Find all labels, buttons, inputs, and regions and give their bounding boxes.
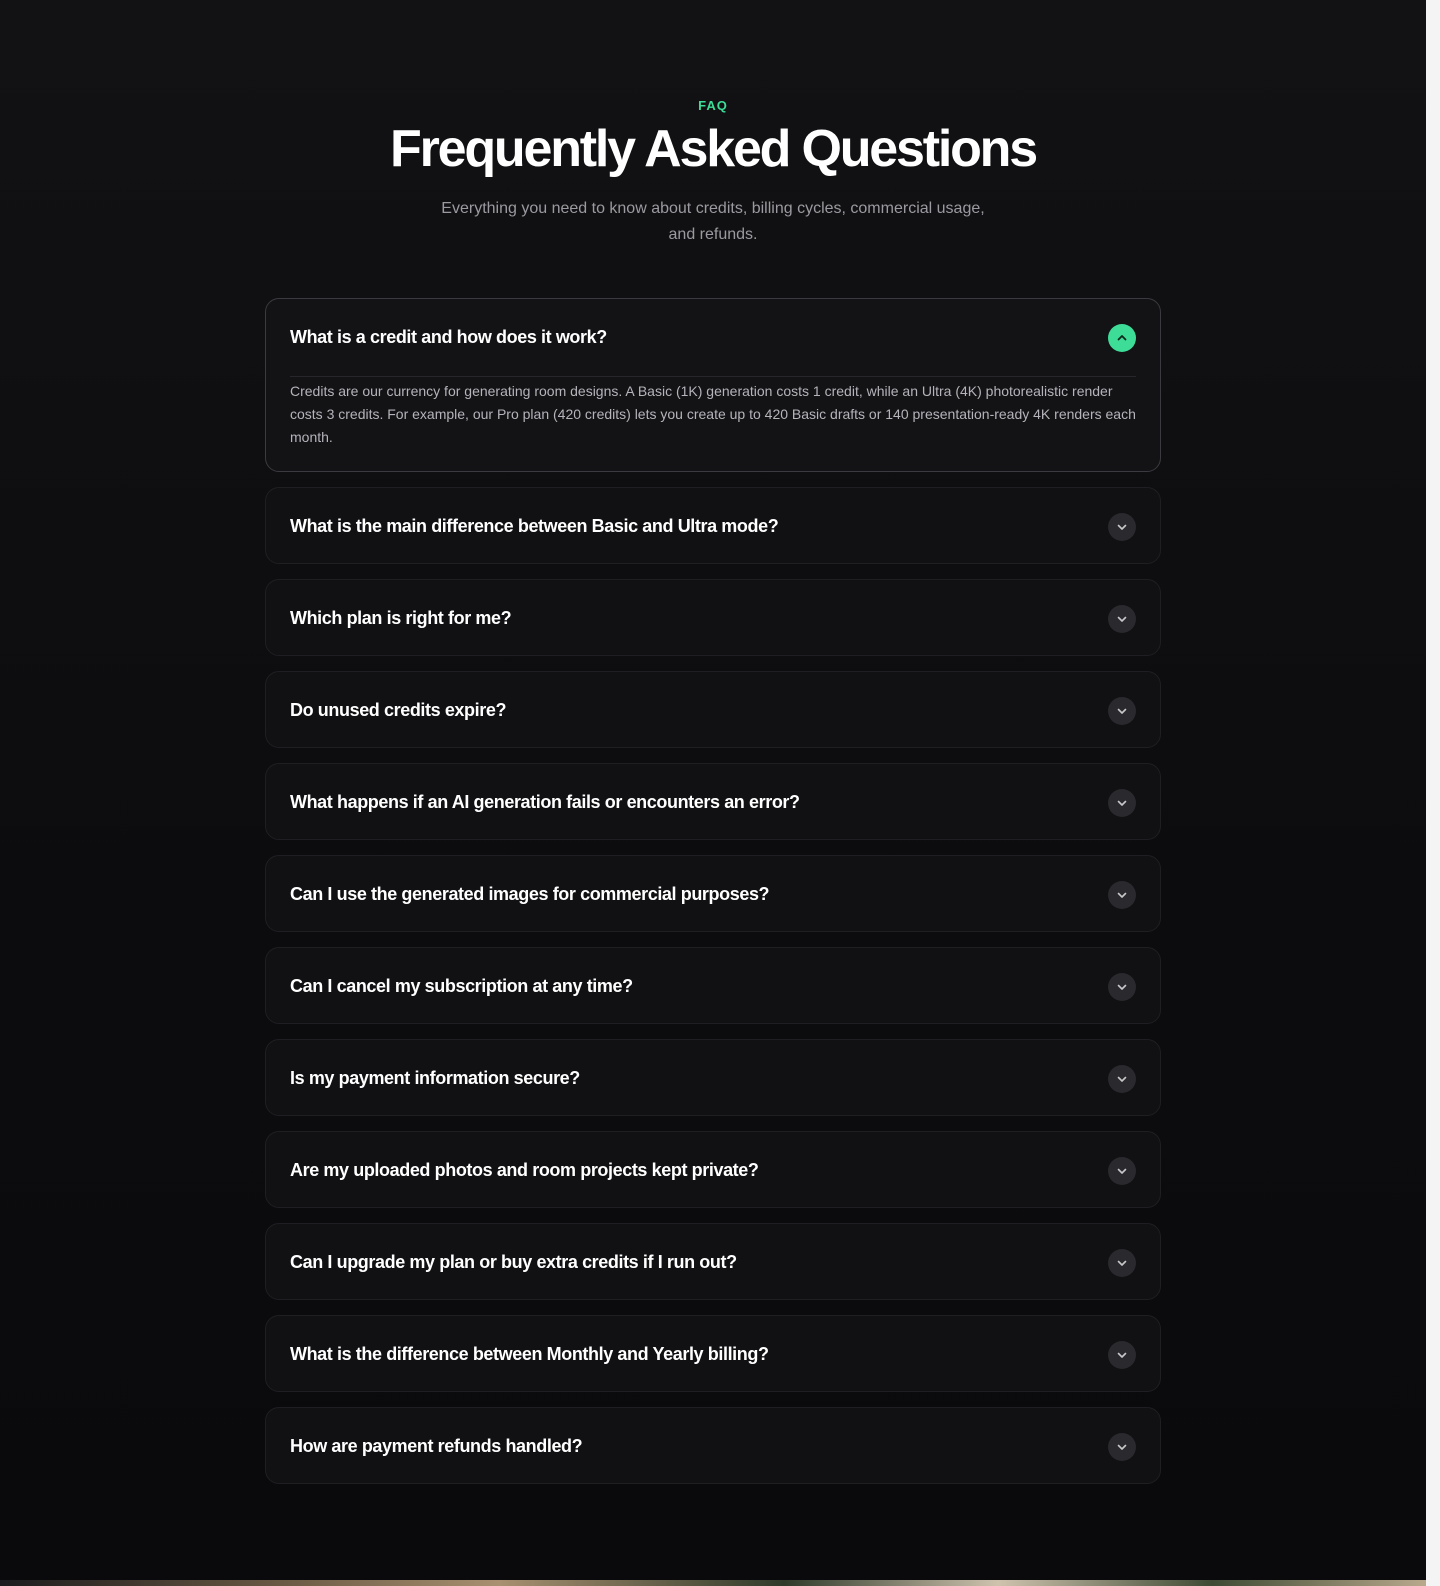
faq-item <box>265 1315 1161 1392</box>
faq-question-button[interactable] <box>266 488 1160 565</box>
chevron-down-icon[interactable] <box>1108 605 1136 633</box>
faq-question-button[interactable] <box>266 1408 1160 1485</box>
chevron-down-icon[interactable] <box>1108 973 1136 1001</box>
page-subtitle: Everything you need to know about credits, billing cycles, commercial usage, and refunds. <box>441 200 985 243</box>
faq-question-button[interactable] <box>266 764 1160 841</box>
faq-question-button[interactable] <box>266 580 1160 657</box>
faq-question: Which plan is right for me? <box>290 608 512 628</box>
faq-item <box>265 671 1161 748</box>
faq-question-button[interactable] <box>266 1224 1160 1301</box>
faq-divider <box>290 376 1136 377</box>
faq-question: How are payment refunds handled? <box>290 1436 583 1456</box>
faq-item <box>265 1039 1161 1116</box>
faq-item <box>265 947 1161 1024</box>
faq-item <box>265 1131 1161 1208</box>
faq-list <box>265 298 1161 1499</box>
faq-question: Can I cancel my subscription at any time? <box>290 976 633 996</box>
faq-question: Can I use the generated images for commercial purposes? <box>290 884 770 904</box>
faq-question: Is my payment information secure? <box>290 1068 580 1088</box>
faq-question-button[interactable] <box>266 856 1160 933</box>
faq-question: What is a credit and how does it work? <box>290 327 607 347</box>
faq-question: Can I upgrade my plan or buy extra credits if I run out? <box>290 1252 737 1272</box>
faq-question: Are my uploaded photos and room projects kept private? <box>290 1160 759 1180</box>
page-title: Frequently Asked Questions <box>390 120 1036 178</box>
faq-answer: Credits are our currency for generating room designs. A Basic (1K) generation costs 1 credit, while an Ultra (4K) photorealistic render costs 3 credits. For example, our Pro plan (420 credits) lets you create up to 420 Basic drafts or 140 presentation-ready 4K renders each month. <box>290 383 1136 445</box>
faq-item <box>265 763 1161 840</box>
chevron-down-icon[interactable] <box>1108 881 1136 909</box>
faq-item <box>265 1223 1161 1300</box>
faq-item <box>265 855 1161 932</box>
faq-question-button[interactable] <box>266 299 1160 376</box>
faq-question: Do unused credits expire? <box>290 700 507 720</box>
chevron-up-icon[interactable] <box>1108 324 1136 352</box>
chevron-down-icon[interactable] <box>1108 697 1136 725</box>
faq-question: What happens if an AI generation fails or encounters an error? <box>290 792 800 812</box>
faq-question: What is the main difference between Basic and Ultra mode? <box>290 516 779 536</box>
chevron-down-icon[interactable] <box>1108 789 1136 817</box>
faq-item <box>265 298 1161 472</box>
next-section-image-edge <box>0 1580 1426 1586</box>
section-eyebrow: FAQ <box>698 98 728 113</box>
faq-header <box>0 96 1426 248</box>
chevron-down-icon[interactable] <box>1108 1433 1136 1461</box>
faq-question-button[interactable] <box>266 1316 1160 1393</box>
faq-item <box>265 487 1161 564</box>
faq-question: What is the difference between Monthly and Yearly billing? <box>290 1344 769 1364</box>
chevron-down-icon[interactable] <box>1108 513 1136 541</box>
faq-question-button[interactable] <box>266 672 1160 749</box>
faq-question-button[interactable] <box>266 1132 1160 1209</box>
faq-item <box>265 579 1161 656</box>
faq-question-button[interactable] <box>266 1040 1160 1117</box>
chevron-down-icon[interactable] <box>1108 1157 1136 1185</box>
faq-question-button[interactable] <box>266 948 1160 1025</box>
scrollbar-track[interactable] <box>1426 0 1440 1586</box>
chevron-down-icon[interactable] <box>1108 1065 1136 1093</box>
faq-item <box>265 1407 1161 1484</box>
chevron-down-icon[interactable] <box>1108 1249 1136 1277</box>
chevron-down-icon[interactable] <box>1108 1341 1136 1369</box>
